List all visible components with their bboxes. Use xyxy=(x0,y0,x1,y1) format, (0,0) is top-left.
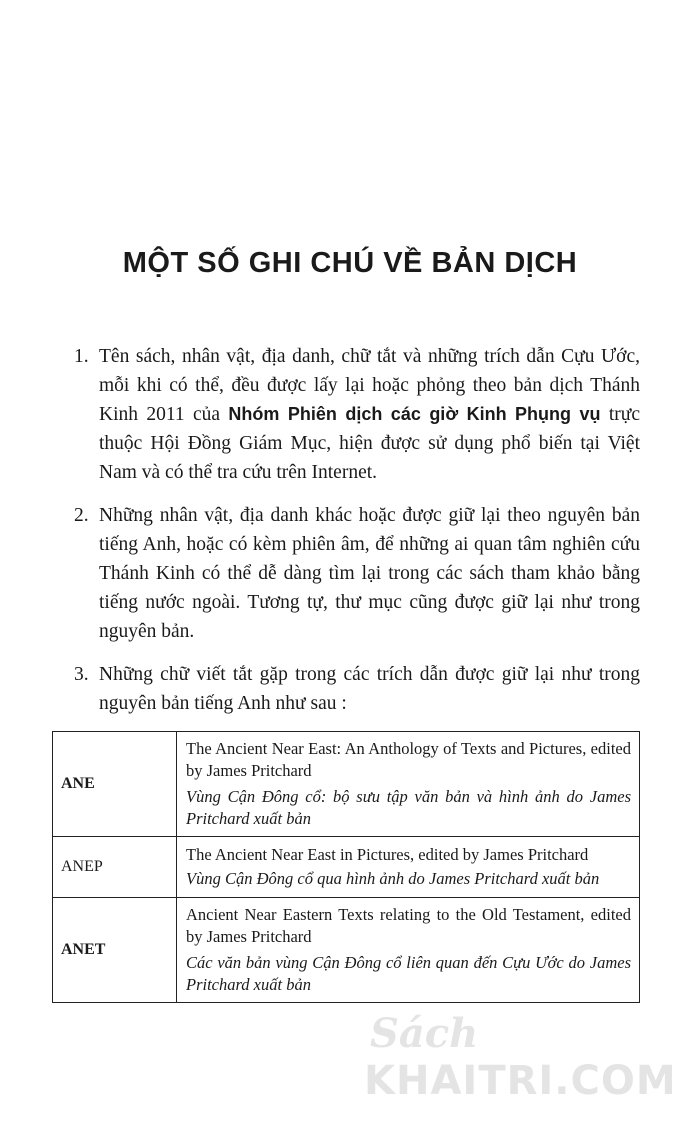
note-number: 1. xyxy=(74,346,89,367)
note-item xyxy=(74,660,640,718)
abbreviation-cell: ANET xyxy=(53,898,177,1003)
notes-list xyxy=(74,342,640,732)
english-title: The Ancient Near East: An Anthology of Texts and Pictures, edited by James Pritchard xyxy=(186,739,631,780)
table-row xyxy=(53,898,640,1003)
note-text: Tên sách, nhân vật, địa danh, chữ tắt và những trích dẫn Cựu Ước, mỗi khi có thể, đều được lấy lại hoặc phỏng theo bản dịch Thánh Kinh 2011 của xyxy=(99,346,640,425)
note-bold-text: Nhóm Phiên dịch các giờ Kinh Phụng vụ xyxy=(228,404,601,424)
page-title: MỘT SỐ GHI CHÚ VỀ BẢN DỊCH xyxy=(122,247,578,280)
watermark-brand-text: KHAITRI.COM xyxy=(364,1058,677,1104)
note-text: Những nhân vật, địa danh khác hoặc được giữ lại theo nguyên bản tiếng Anh, hoặc có kèm phiên âm, để những ai quan tâm nghiên cứu Thánh Kinh có thể dễ dàng tìm lại trong các sách tham khảo bằng tiếng nước ngoài. Tương tự, thư mục cũng được giữ lại như trong nguyên bản. xyxy=(99,505,640,642)
vietnamese-title: Các văn bản vùng Cận Đông cổ liên quan đến Cựu Ước do James Pritchard xuất bản xyxy=(186,953,631,994)
watermark-script-text: Sách xyxy=(370,1010,479,1057)
note-number: 2. xyxy=(74,505,89,526)
note-item xyxy=(74,501,640,646)
english-title: Ancient Near Eastern Texts relating to the Old Testament, edited by James Pritchard xyxy=(186,905,631,946)
abbreviation-cell: ANEP xyxy=(53,837,177,898)
note-text-continued: trực thuộc Hội Đồng Giám Mục, hiện được sử dụng phổ biến tại Việt Nam và có thể tra cứu trên Internet. xyxy=(99,404,640,483)
vietnamese-title: Vùng Cận Đông cổ: bộ sưu tập văn bản và hình ảnh do James Pritchard xuất bản xyxy=(186,787,631,828)
description-cell xyxy=(177,837,640,898)
english-title: The Ancient Near East in Pictures, edited by James Pritchard xyxy=(186,845,589,864)
note-item xyxy=(74,342,640,487)
abbreviation-table xyxy=(52,731,640,1003)
abbreviation-cell: ANE xyxy=(53,732,177,837)
description-cell xyxy=(177,898,640,1003)
description-cell xyxy=(177,732,640,837)
table-row xyxy=(53,732,640,837)
note-number: 3. xyxy=(74,664,89,685)
vietnamese-title: Vùng Cận Đông cổ qua hình ảnh do James Pritchard xuất bản xyxy=(186,869,600,888)
watermark-logo xyxy=(360,1010,690,1110)
table-row xyxy=(53,837,640,898)
note-text: Những chữ viết tắt gặp trong các trích dẫn được giữ lại như trong nguyên bản tiếng Anh như sau : xyxy=(99,664,640,714)
